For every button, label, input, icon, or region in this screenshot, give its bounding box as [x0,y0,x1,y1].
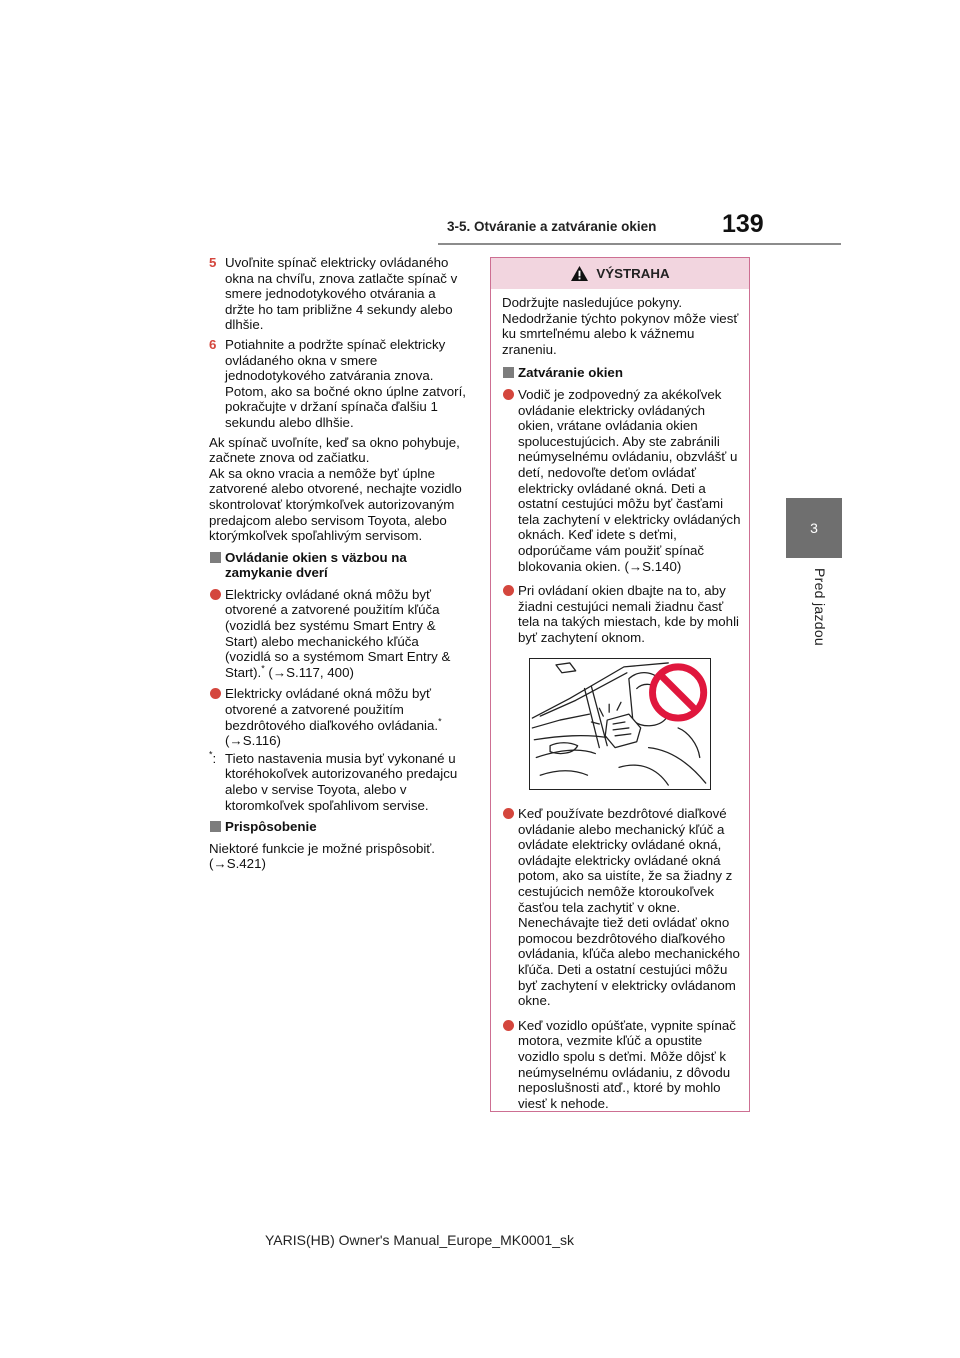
bullet-text: Keď používate bezdrôtové diaľkové ovládanie alebo mechanický kľúč a ovládate elektricky ovládané okná, ovládajte elektricky ovládané okná potom, ako sa uistíte, že sa žiadny z cestujúcich nemôže ktoroukoľvek časťou tela zachytiť v okne. Nenechávajte tiež deti ovládať okno pomocou bezdrôtového diaľkového ovládania, kľúča alebo mechanického kľúča. Deti a ostatní cestujúci môžu byť zachytení v elektricky ovládanom okne. [518,806,740,1009]
step-6 [209,337,466,431]
bullet-dot-icon [503,585,514,596]
paragraph-customization: Niektoré funkcie je možné prispôsobiť. (→S.421) [209,840,435,872]
square-bullet-icon [210,552,221,563]
bullet-text: Pri ovládaní okien dbajte na to, aby žiadni cestujúci nemali žiadnu časť tela na takých miestach, kde by mohli byť zachytení oknom. [518,583,739,645]
warning-triangle-icon [570,265,589,282]
heading-text: Zatváranie okien [518,365,623,381]
step-text: Potiahnite a podržte spínač elektricky ovládaného okna v smere jednodotykového zatvárania znova. Potom, ako sa bočné okno úplne zatvorí, pokračujte v držaní spínača ďalšiu 1 sekundu alebo dlhšie. [225,336,466,430]
paragraph-restart: Ak spínač uvoľníte, keď sa okno pohybuje, začnete znova od začiatku. [209,434,460,466]
section-title: 3-5. Otváranie a zatváranie okien [447,219,657,234]
footnote-marker: * [438,716,442,727]
page-reference: (→S.117, 400) [264,664,354,680]
bullet-item [209,587,466,681]
chapter-label: Pred jazdou [812,568,828,647]
footnote-label [209,751,225,813]
square-bullet-icon [503,367,514,378]
heading-customization [209,819,466,835]
bullet-dot-icon [503,808,514,819]
bullet-text [225,587,466,681]
chapter-tab [786,498,842,558]
bullet-item [209,686,466,748]
footnote [209,751,466,813]
step-5 [209,255,466,333]
bullet-body: Elektricky ovládané okná môžu byť otvorené a zatvorené použitím bezdrôtového diaľkového ovládania. [225,686,439,733]
bullet-item [502,1018,741,1112]
bullet-dot-icon [503,389,514,400]
step-text: Uvoľnite spínač elektricky ovládaného okna na chvíľu, znova zatlačte spínač v smere jednodotykového otvárania a držte ho tam približne 4 sekundy alebo dlhšie. [225,255,458,333]
heading-door-lock-link [209,550,466,581]
left-column [209,255,466,878]
footnote-marker: * [261,663,265,674]
bullet-text: Keď vozidlo opúšťate, vypnite spínač motora, vezmite kľúč a opustite vozidlo spolu s deťmi. Môže dôjsť k neúmyselnému ovládaniu, z dôvodu neposlušnosti atď., ktoré by mohlo viesť k nehode. [518,1017,736,1111]
warning-title: VÝSTRAHA [596,266,670,281]
bullet-item [502,387,741,574]
footnote-colon: : [212,750,217,766]
square-bullet-icon [210,821,221,832]
bullet-item [502,806,741,1009]
warning-box [490,257,750,1112]
footnote-text: Tieto nastavenia musia byť vykonané u ktoréhokoľvek autorizovaného predajcu alebo v servise Toyota, alebo v ktoromkoľvek spoľahlivom servise. [225,750,458,813]
bullet-dot-icon [210,589,221,600]
document-footer: YARIS(HB) Owner's Manual_Europe_MK0001_sk [265,1232,574,1248]
page-number: 139 [722,210,764,238]
footnote-star: * [209,749,213,760]
header-divider [438,243,841,245]
bullet-body: Elektricky ovládané okná môžu byť otvorené a zatvorené použitím kľúča (vozidlá bez systému Smart Entry & Start) alebo mechanického kľúča (vozidlá so a systémom Smart Entry & Start). [225,586,451,680]
page-reference: (→S.116) [225,733,281,749]
bullet-dot-icon [503,1020,514,1031]
warning-intro: Dodržujte nasledujúce pokyny. Nedodržanie týchto pokynov môže viesť ku smrteľnému alebo k vážnemu zraneniu. [502,295,739,357]
step-number: 6 [209,336,217,352]
bullet-item [502,583,741,645]
chapter-tab-number: 3 [810,520,818,536]
bullet-dot-icon [210,688,221,699]
window-pinch-illustration [529,658,711,790]
warning-body [491,289,749,1111]
heading-text: Ovládanie okien s väzbou na zamykanie dverí [225,549,407,581]
warning-heading [502,365,741,381]
heading-text: Prispôsobenie [225,819,317,835]
paragraph-service: Ak sa okno vracia a nemôže byť úplne zatvorené alebo otvorené, nechajte vozidlo skontrolovať ktorýmkoľvek autorizovaným predajcom alebo servisom Toyota, alebo ktorýmkoľvek spoľahlivým servisom. [209,465,462,544]
warning-title-bar [491,258,749,289]
step-number: 5 [209,255,217,270]
bullet-text [225,686,466,748]
bullet-text: Vodič je zodpovedný za akékoľvek ovládanie elektricky ovládaných okien, vrátane ovládania okien spolucestujúcich. Aby ste zabránili neúmyselnému ovládaniu, obzvlášť u detí, nedovoľte deťom ovládať elektricky ovládané okná. Deti a ostatní cestujúci môžu byť časťami tela zachytení v elektricky ovládaných oknách. Keď idete s deťmi, odporúčame vám použiť spínač blokovania okien. (→S.140) [518,386,741,574]
